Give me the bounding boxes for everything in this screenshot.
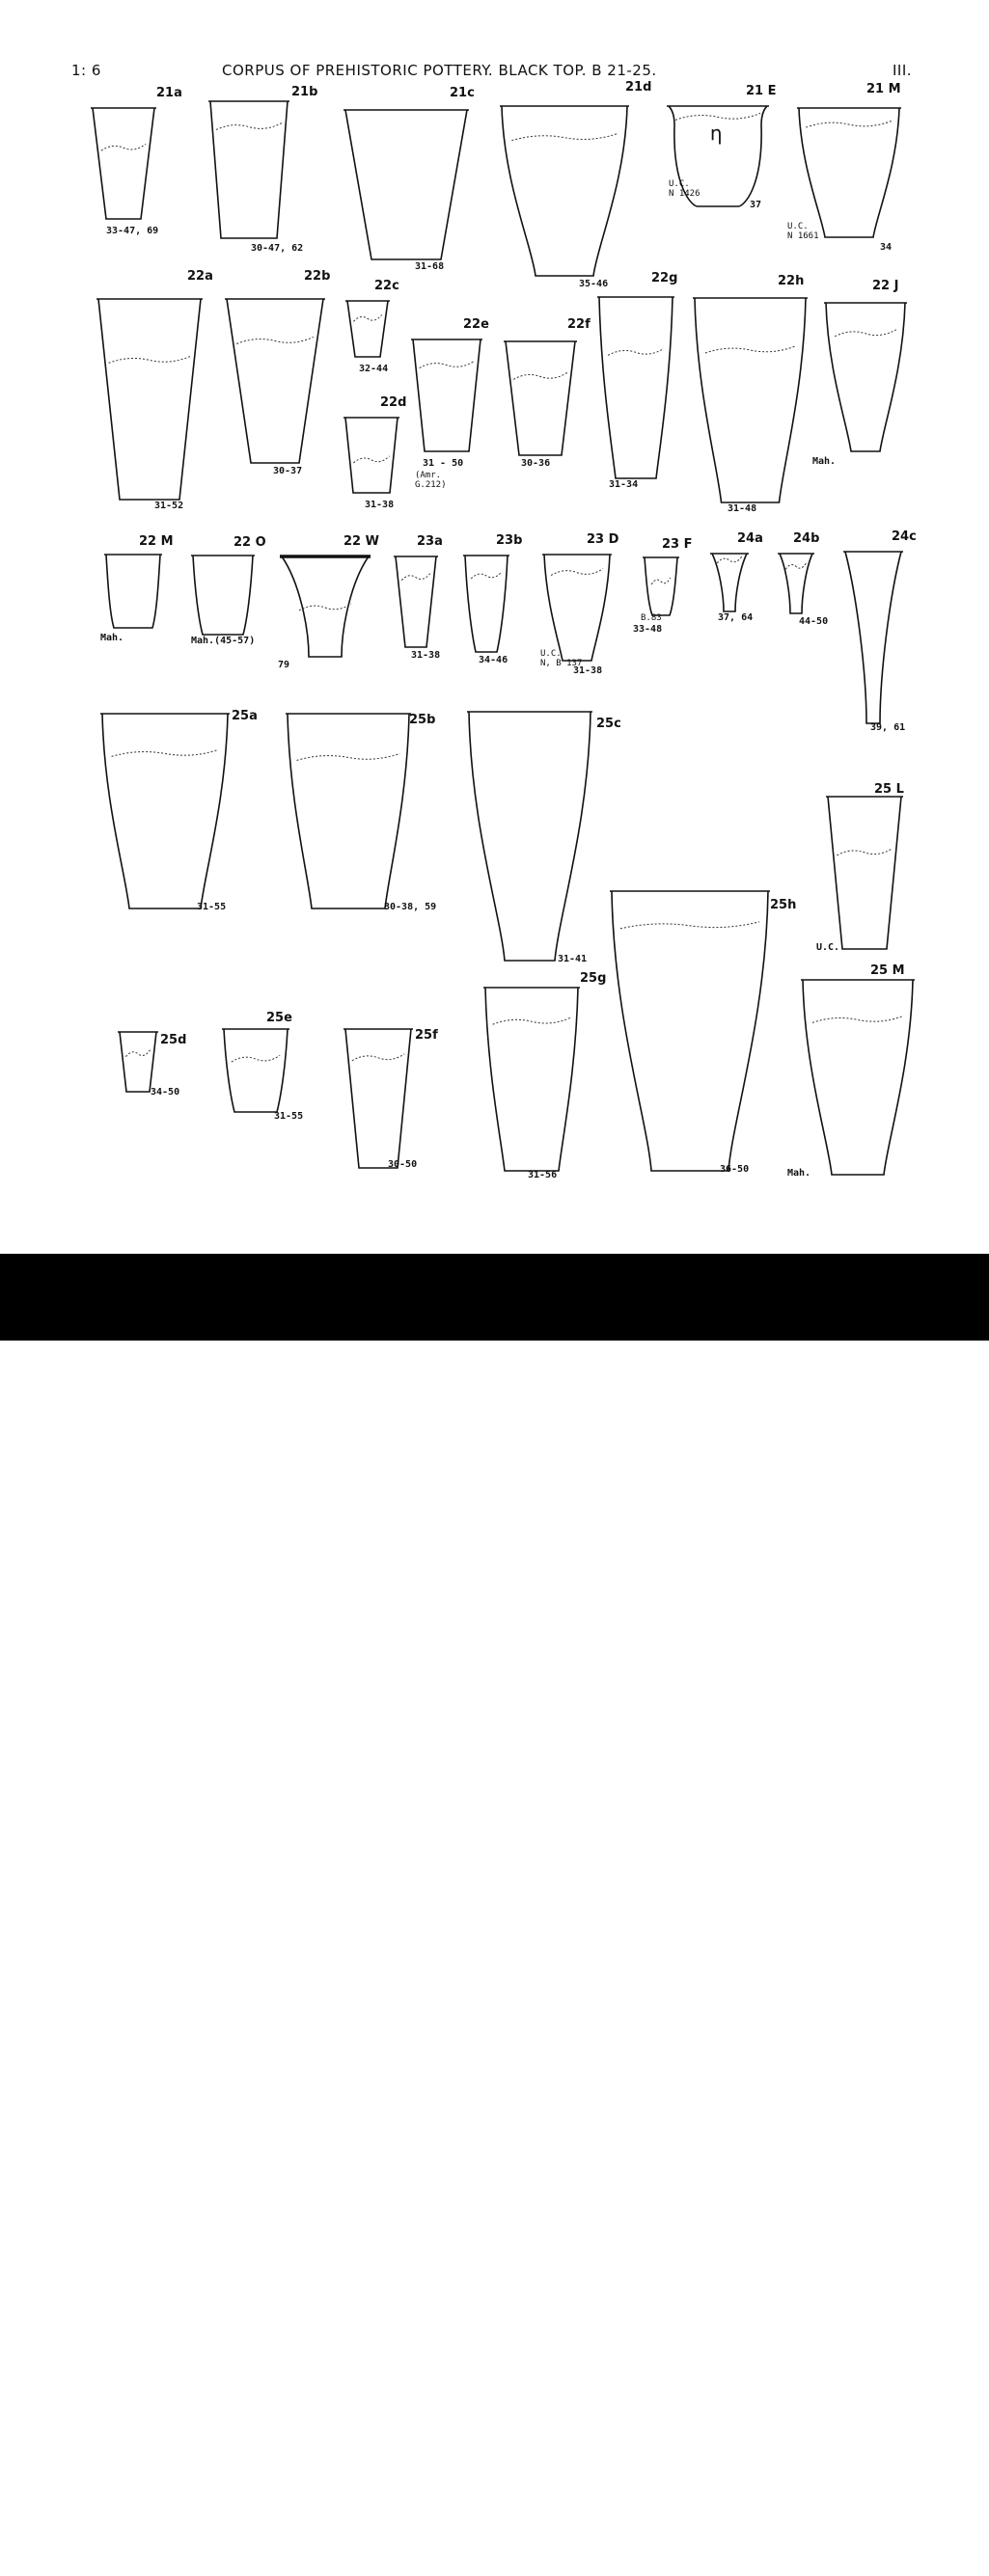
pot-drawing-22o — [191, 556, 255, 635]
pot-drawing-25f — [343, 1029, 413, 1168]
black-top-line — [651, 578, 671, 584]
range-label: 35-46 — [579, 279, 609, 289]
black-top-line — [608, 348, 664, 355]
black-top-line — [101, 144, 146, 150]
pot-outline — [828, 797, 901, 949]
pot-outline — [288, 714, 409, 908]
pot-drawing-22e — [411, 339, 482, 451]
pot-outline — [506, 341, 575, 455]
source-note: (Amr. G.212) — [415, 471, 447, 491]
pot-outline — [612, 891, 768, 1171]
pot-drawing-23f — [643, 557, 679, 615]
pot-outline — [210, 101, 288, 238]
pot-drawing-22b — [225, 299, 325, 463]
black-top-line — [109, 356, 191, 363]
pot-drawing-25b — [286, 714, 411, 908]
pot-outline — [485, 988, 578, 1171]
pot-outline — [227, 299, 323, 463]
range-label: 34 — [880, 242, 893, 253]
pot-outline — [845, 552, 901, 723]
figure-label: 25f — [415, 1028, 438, 1043]
potmark-symbol: η — [709, 122, 723, 145]
figure-label: 25 L — [874, 782, 904, 797]
pot-drawing-25d — [118, 1032, 158, 1092]
range-label: 31-38 — [411, 650, 441, 661]
range-label: 30-50 — [388, 1159, 418, 1170]
figure-label: 22e — [463, 317, 489, 332]
pot-outline — [93, 108, 154, 219]
pot-drawing-25h — [610, 891, 770, 1171]
range-label: 32-44 — [359, 364, 389, 374]
figure-label: 25h — [770, 898, 797, 912]
scale-label: 1: 6 — [71, 62, 101, 79]
range-label: Mah. — [787, 1168, 811, 1179]
figure-label: 22a — [187, 269, 213, 284]
figure-label: 22c — [374, 279, 399, 293]
black-top-line — [675, 113, 760, 120]
black-top-line — [236, 338, 314, 344]
range-label: Mah.(45-57) — [191, 636, 256, 646]
alamy-logo-icon — [360, 2525, 398, 2563]
pot-drawing-25l — [826, 797, 903, 949]
range-label: 31-55 — [274, 1111, 304, 1122]
figure-label: 25 M — [870, 963, 905, 978]
black-top-line — [297, 753, 400, 760]
pot-outline — [120, 1032, 156, 1092]
figure-label: 22 M — [139, 534, 174, 549]
pot-drawing-22c — [345, 301, 390, 357]
figure-label: 24b — [793, 531, 820, 546]
black-top-line — [785, 562, 807, 569]
pot-outline — [469, 712, 591, 961]
pot-drawing-23b — [463, 556, 509, 652]
pot-drawing-25a — [100, 714, 230, 908]
pot-drawing-21b — [208, 101, 289, 238]
pot-outline — [803, 980, 913, 1175]
range-label: 31-55 — [197, 902, 227, 912]
black-top-line — [112, 749, 219, 756]
figure-label: 21a — [156, 86, 182, 100]
range-label: 31-48 — [728, 503, 757, 514]
watermark-brand: alamy — [407, 2520, 527, 2571]
pot-outline — [695, 298, 806, 502]
figure-label: 22g — [651, 271, 678, 285]
figure-label: 21 E — [746, 84, 777, 98]
pot-drawing-21m — [797, 108, 901, 237]
pot-outline — [345, 110, 467, 259]
pot-drawing-22g — [597, 297, 674, 478]
figure-label: 22 O — [234, 535, 266, 550]
pot-outline — [826, 303, 905, 451]
pottery-drawings — [0, 0, 989, 1254]
range-label: 79 — [278, 660, 290, 670]
pot-outline — [465, 556, 508, 652]
range-label: Mah. — [812, 456, 837, 467]
figure-label: 22f — [567, 317, 591, 332]
figure-label: 23 D — [587, 532, 619, 547]
range-label: 30-36 — [521, 458, 551, 469]
pot-outline — [645, 557, 677, 615]
range-label: 31-38 — [573, 665, 603, 676]
pot-drawing-25g — [483, 988, 580, 1171]
pot-outline — [193, 556, 253, 635]
figure-label: 22b — [304, 269, 331, 284]
pot-drawing-22h — [693, 298, 808, 502]
black-top-line — [299, 604, 351, 610]
pot-outline — [347, 301, 388, 357]
figure-label: 23a — [417, 534, 443, 549]
black-top-line — [717, 556, 742, 563]
range-label: Mah. — [100, 633, 124, 643]
page-title: CORPUS OF PREHISTORIC POTTERY. BLACK TOP. B 21-25. — [222, 62, 657, 79]
source-note: U.C. N 1426 — [669, 179, 701, 200]
pot-outline — [282, 556, 369, 657]
range-label: 30-37 — [273, 466, 303, 476]
range-label: 30-47, 62 — [251, 243, 304, 254]
pot-drawing-21a — [91, 108, 156, 219]
pot-drawing-24b — [778, 554, 814, 613]
black-top-line — [420, 362, 475, 368]
figure-label: 25b — [409, 713, 436, 727]
black-top-line — [353, 456, 389, 463]
figure-label: 21d — [625, 80, 652, 95]
figure-label: 22 W — [343, 534, 379, 549]
range-label: U.C. — [816, 942, 840, 953]
figure-label: 22h — [778, 274, 805, 288]
range-label: 31-56 — [528, 1170, 558, 1180]
black-top-line — [216, 123, 282, 130]
range-label: 30-38, 59 — [384, 902, 437, 912]
pot-outline — [502, 106, 627, 276]
pot-drawing-24c — [843, 552, 903, 723]
pot-drawing-22a — [96, 299, 203, 500]
pot-outline — [345, 1029, 411, 1168]
source-note: U.C. N 1661 — [787, 222, 819, 242]
range-label: 33-48 — [633, 624, 663, 635]
black-top-line — [125, 1050, 150, 1057]
figure-label: 24a — [737, 531, 763, 546]
black-top-line — [352, 1054, 404, 1061]
black-top-line — [401, 574, 430, 581]
figure-label: 25a — [232, 709, 258, 723]
range-label: 31-52 — [154, 501, 184, 511]
figure-label: 22d — [380, 395, 407, 410]
figure-label: 25g — [580, 971, 607, 986]
plate-number: III. — [893, 62, 913, 79]
watermark-url: www.alamy.com — [823, 2562, 924, 2576]
pot-drawing-22w — [280, 556, 371, 657]
range-label: 31-38 — [365, 500, 395, 510]
source-note: U.C. N, B 137 — [540, 649, 583, 669]
range-label: 31 - 50 — [423, 458, 464, 469]
pot-outline — [98, 299, 201, 500]
range-label: 39, 61 — [870, 722, 906, 733]
pot-drawing-22f — [504, 341, 577, 455]
black-top-line — [493, 1017, 571, 1024]
pot-drawing-22d — [343, 418, 399, 493]
range-label: 37, 64 — [718, 612, 754, 623]
figure-label: 22 J — [872, 279, 899, 293]
range-label: 34-46 — [479, 655, 508, 665]
figure-label: 24c — [892, 529, 917, 544]
pot-drawing-23a — [394, 556, 438, 647]
pottery-plate — [0, 0, 989, 1254]
black-top-line — [705, 346, 795, 353]
pot-drawing-25m — [801, 980, 915, 1175]
figure-label: 23 F — [662, 537, 693, 552]
figure-label: 21b — [291, 85, 318, 99]
figure-label: 25e — [266, 1011, 292, 1025]
pot-outline — [102, 714, 228, 908]
black-top-line — [812, 1016, 903, 1022]
figure-label: 23b — [496, 533, 523, 548]
black-top-line — [620, 922, 759, 929]
black-top-line — [835, 330, 896, 337]
range-label: 37 — [750, 200, 762, 210]
black-top-line — [551, 569, 603, 576]
pot-outline — [345, 418, 398, 493]
range-label: 31-41 — [558, 954, 588, 964]
pot-outline — [599, 297, 673, 478]
range-label: 31-34 — [609, 479, 639, 490]
range-label: 36-50 — [720, 1164, 750, 1175]
pot-drawing-24a — [710, 554, 749, 611]
pot-drawing-23d — [542, 555, 612, 661]
pot-drawing-25c — [467, 712, 592, 961]
range-label: 44-50 — [799, 616, 829, 627]
range-label: 31-68 — [415, 261, 445, 272]
black-top-line — [511, 134, 617, 141]
figure-label: 25c — [596, 717, 621, 731]
source-note: B.83 — [641, 613, 662, 623]
pot-outline — [413, 339, 481, 451]
pot-outline — [780, 554, 812, 613]
watermark-bar — [0, 1254, 989, 2576]
pot-drawing-21d — [500, 106, 629, 276]
black-top-line — [837, 849, 892, 855]
watermark-image-code: J4B7NW — [822, 2536, 880, 2554]
black-top-line — [513, 372, 567, 379]
black-top-line — [806, 121, 893, 127]
range-label: 34-50 — [151, 1087, 180, 1098]
figure-label: 21c — [450, 86, 475, 100]
pot-drawing-22m — [104, 555, 162, 628]
pot-outline — [799, 108, 899, 237]
black-top-line — [353, 314, 381, 321]
figure-label: 21 M — [866, 82, 901, 96]
pot-outline — [106, 555, 160, 628]
pot-drawing-22j — [824, 303, 907, 451]
range-label: 33-47, 69 — [106, 226, 159, 236]
pot-outline — [224, 1029, 288, 1112]
pot-outline — [396, 556, 436, 647]
pot-drawing-25e — [222, 1029, 289, 1112]
black-top-line — [232, 1055, 280, 1062]
pot-drawing-21c — [343, 110, 469, 259]
black-top-line — [471, 572, 502, 579]
figure-label: 25d — [160, 1033, 187, 1047]
